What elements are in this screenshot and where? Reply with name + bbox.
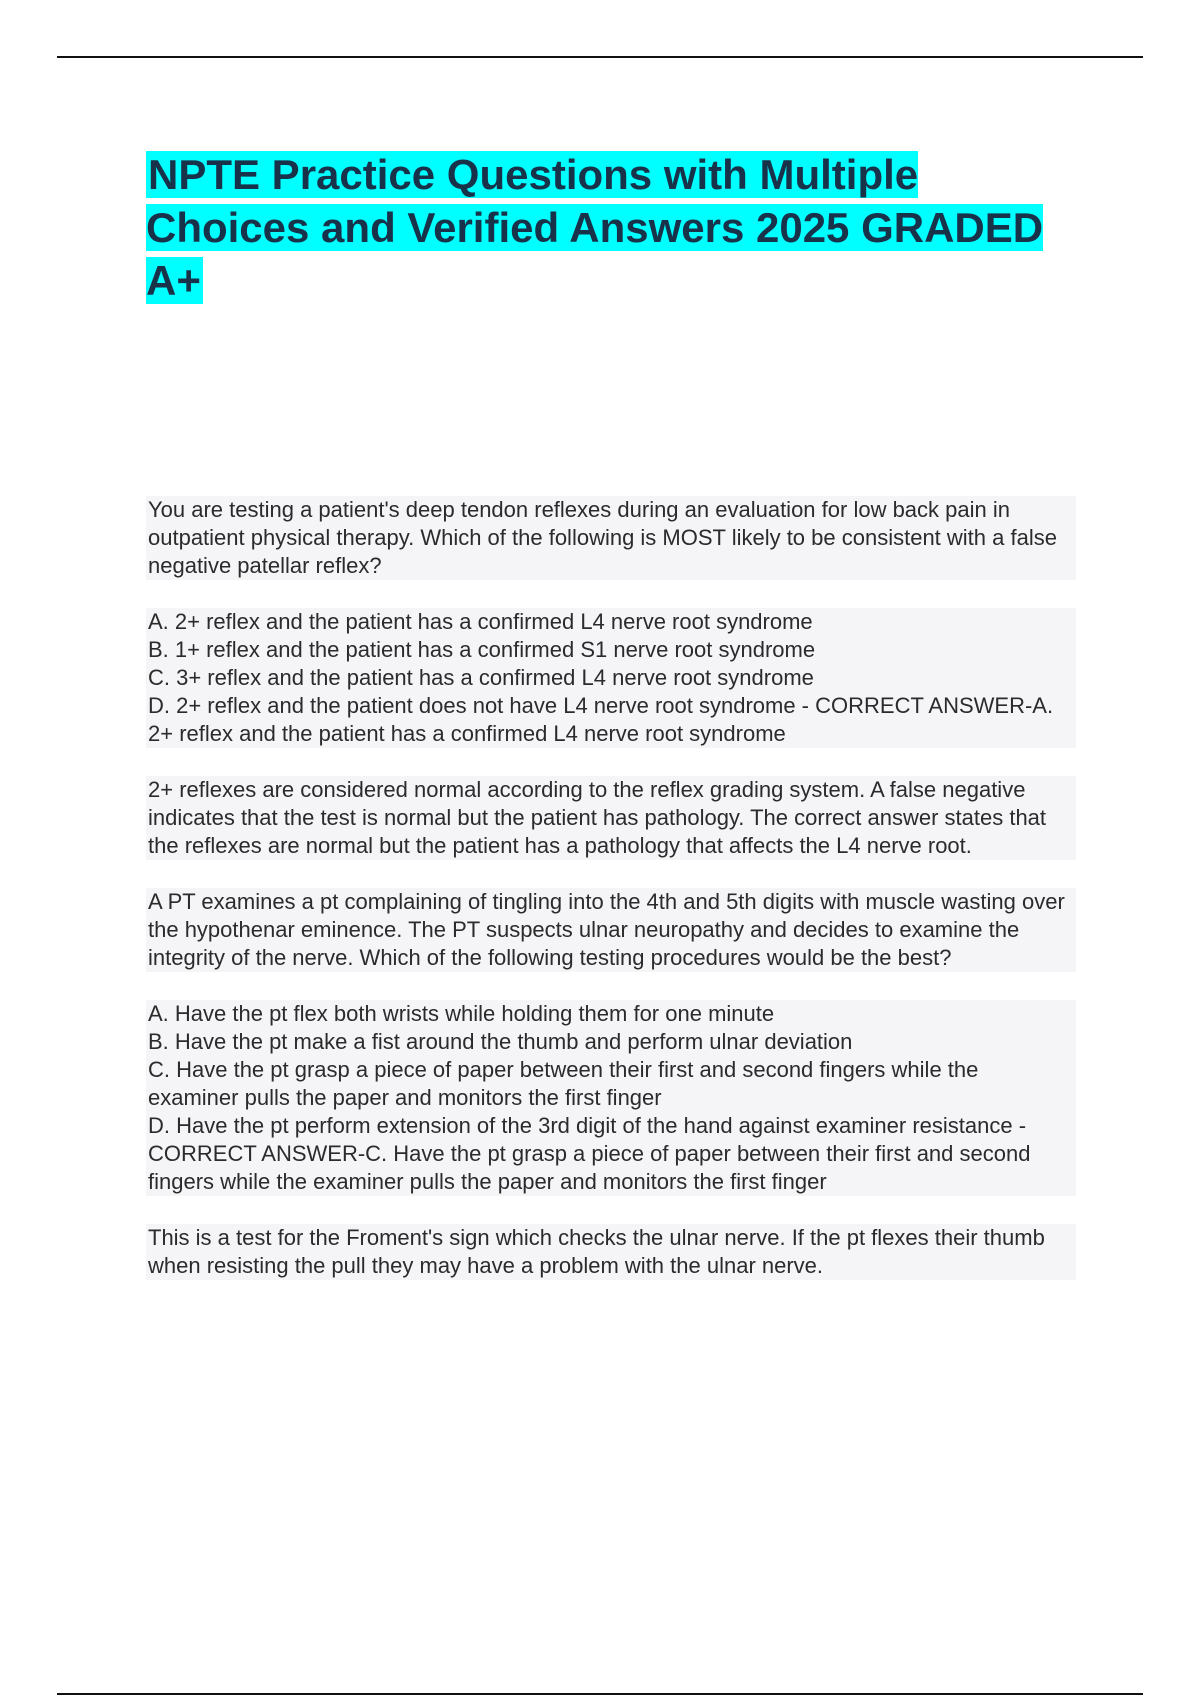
option-c: C. Have the pt grasp a piece of paper between their first and second fingers while the examiner pulls the paper and monitors the first finger [148, 1057, 979, 1110]
question-1-stem [146, 496, 1076, 580]
explanation-text: This is a test for the Froment's sign which checks the ulnar nerve. If the pt flexes their thumb when resisting the pull they may have a problem with the ulnar nerve. [146, 1224, 1076, 1280]
question-1-explanation [146, 776, 1076, 860]
question-2-options [146, 1000, 1076, 1196]
document-body [146, 496, 1076, 1308]
question-2-explanation [146, 1224, 1076, 1280]
option-d-with-answer: D. 2+ reflex and the patient does not have L4 nerve root syndrome - CORRECT ANSWER-A. 2+ reflex and the patient has a confirmed L4 nerve root syndrome [148, 693, 1054, 746]
bottom-rule [57, 1693, 1143, 1695]
option-d-with-answer: D. Have the pt perform extension of the 3rd digit of the hand against examiner resistance - CORRECT ANSWER-C. Have the pt grasp a piece of paper between their first and second fingers while the examiner pulls the paper and monitors the first finger [148, 1113, 1031, 1194]
option-b: B. Have the pt make a fist around the thumb and perform ulnar deviation [148, 1029, 853, 1054]
option-a: A. 2+ reflex and the patient has a confirmed L4 nerve root syndrome [148, 609, 813, 634]
option-b: B. 1+ reflex and the patient has a confirmed S1 nerve root syndrome [148, 637, 816, 662]
question-2-stem [146, 888, 1076, 972]
question-stem-text: You are testing a patient's deep tendon reflexes during an evaluation for low back pain in outpatient physical therapy. Which of the following is MOST likely to be consistent with a false negative patellar reflex? [146, 496, 1076, 580]
question-stem-text: A PT examines a pt complaining of tingling into the 4th and 5th digits with muscle wasting over the hypothenar eminence. The PT suspects ulnar neuropathy and decides to examine the integrity of the nerve. Which of the following testing procedures would be the best? [146, 888, 1076, 972]
options-block [146, 608, 1076, 748]
option-c: C. 3+ reflex and the patient has a confirmed L4 nerve root syndrome [148, 665, 814, 690]
document-title [146, 148, 1046, 307]
top-rule [57, 56, 1143, 58]
title-highlight: NPTE Practice Questions with Multiple Choices and Verified Answers 2025 GRADED A+ [146, 151, 1044, 304]
explanation-text: 2+ reflexes are considered normal according to the reflex grading system. A false negative indicates that the test is normal but the patient has pathology. The correct answer states that the reflexes are normal but the patient has a pathology that affects the L4 nerve root. [146, 776, 1076, 860]
option-a: A. Have the pt flex both wrists while holding them for one minute [148, 1001, 775, 1026]
options-block [146, 1000, 1076, 1196]
question-1-options [146, 608, 1076, 748]
